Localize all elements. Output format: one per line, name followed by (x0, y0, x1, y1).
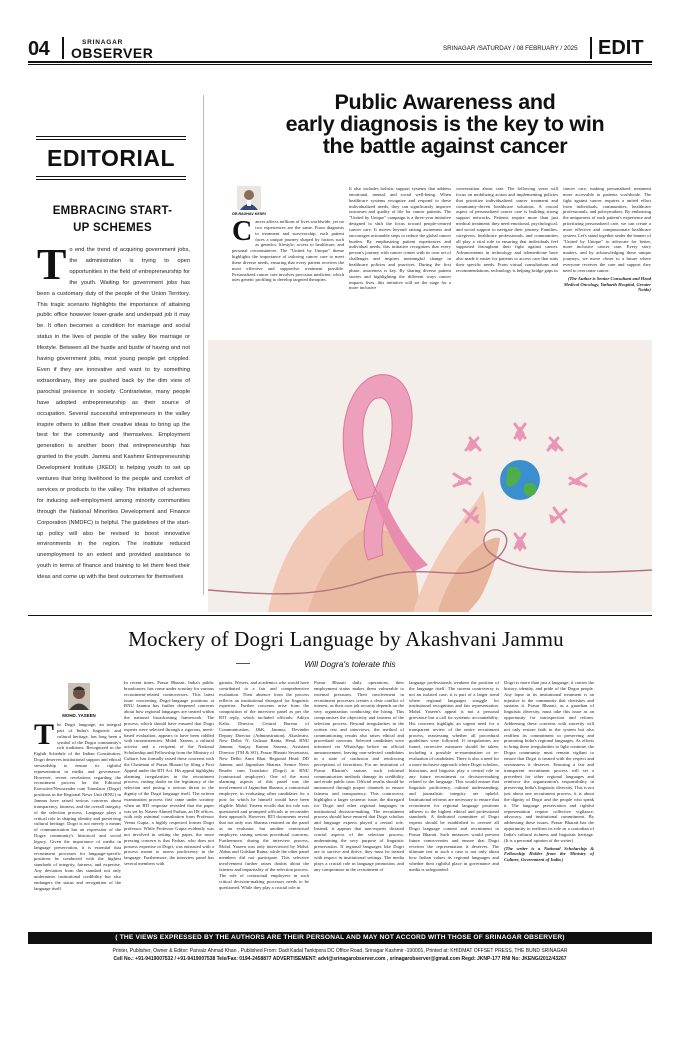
cancer-illustration (208, 340, 652, 612)
dogri-col-6 (504, 680, 594, 927)
dogri-col-4 (314, 680, 404, 927)
section-rule (28, 615, 652, 616)
editorial-box (28, 95, 197, 133)
dogri-col-4-text: Prasar Bharati daily operations, their employment status makes them vulnerable to external pressures. Their involvement in recruitment processes creates a clear conflict of interest, as their own job security depends on the very organization conducting the hiring. This compromises the objectivity and fairness of the selection process. Beyond irregularities in the written test and interviews, the method of communicating results also raises ethical and procedural concerns. Selected candidates were informed via WhatsApp before an official announcement, leaving non-selected candidates in a state of confusion and reinforcing perceptions of favoritism. For an institution of Prasar Bharati's stature, such informal communication methods damage its credibility and erode public trust. Official results should be announced through proper channels to ensure fairness and transparency. This controversy highlights a larger systemic issue, the disregard for Dogri and other regional languages in institutional decision-making. The recruitment process should have ensured that Dogri scholars and language experts played a central role. Instead, it appears that non-experts dictated crucial aspects of the selection process, undermining the very purpose of linguistic preservation. If regional languages like Dogri are to survive and thrive, they must be treated with respect in institutional settings. The media plays a crucial role in language promotion, and any compromise in the recruitment of (314, 680, 404, 872)
section-divider (590, 37, 592, 59)
dogri-col-1-text: he Dogri language, an integral part of India's linguistic and cultural heritage, has long been a symbol of the Dogra community's rich traditions. Recognized in the Eighth Schedule of the Indian Constitution, Dogri deserves institutional support and ethical stewardship to ensure its rightful representation in media and governance. However, recent revelations regarding the recruitment process for the Editorial Executive/Newsreader cum Translator (Dogri) positions in the Regional News Unit (RNU) in Jammu have raised serious concerns about transparency, fairness, and the overall integrity of the selection process. Language plays a critical role in shaping identity and preserving cultural heritage. Dogri is not merely a means of communication but an expression of the Dogra community's historical and social legacy. Given the importance of media in language preservation, it is essential that recruitment processes for language-specific positions be conducted with the highest standards of integrity, fairness, and expertise. Any deviation from this standard not only undermines institutional credibility but also endangers the status and recognition of the language itself. (34, 722, 121, 891)
cancer-dropcap: C (232, 219, 253, 247)
cancer-col-1 (232, 219, 344, 337)
dogri-col-5 (409, 680, 499, 927)
dogri-col-3-text: gations. Writers, and academics who would have contributed to a fair and comprehensive evaluation. Their absence from the process reflects an institutional disregard for linguistic expertise. Further concerns arise from the composition of the interview panel as per the RTI reply, which included officials: Aditya Kalia, Director, Central Bureau of Communication, J&K, Jammu; Devinder Deputy Director (Administration), Akashvani, New Delhi; N. Gulzaar Raina, Head, RNU Jammu; Sanjay Kumar Saxena, Assistant Director (TM & SO), Prasar Bharati Secretariat, New Delhi; Amit Bhat, Regional Head, DD Jammu; and Jagmohan Sharma, Senior News Reader cum Translator (Dogri) at RNU (contractual employee). One of the most alarming aspects of this panel was the involvement of Jagmohan Sharma, a contractual employee, in evaluating other candidates for a post for which he himself would have been eligible. Mohd. Yaseen recalls that his role was questioned and prompted officials to reconsider their approach. However, RTI documents reveal that not only was Sharma retained on the panel as an evaluator, but another contractual employee, raising serious procedural concerns. Furthermore, during the interview process, Mohd. Yaseen was only interviewed by Mohd. Abbas and Gulshan Raina, while the other panel members did not participate. This selective involvement further raises doubts about the fairness and impartiality of the selection process. The role of contractual employees in such critical decision-making processes needs to be questioned. While they play a crucial role in (219, 680, 309, 890)
cancer-col-4-text: cancer care, making personalized treatment more accessible to patients worldwide. The fight against cancer requires a united effort from individuals, communities, healthcare professionals, and policymakers. By embracing the uniqueness of each patient's experience and prioritizing personalized care, we can create a more effective and compassionate healthcare system. Let's stand together under the banner of "United by Unique" to advocate for better, more inclusive cancer care. Every story matters, and by acknowledging these unique journeys, we move closer to a future where everyone receives the care and support they need to overcome cancer. (563, 186, 651, 273)
cancer-col-4 (563, 186, 651, 337)
editorial-dropcap: T (37, 245, 67, 289)
editorial-label-rule (36, 136, 186, 137)
dateline: SRINAGAR /SATURDAY / 08 FEBRUARY / 2025 (443, 45, 578, 52)
editorial-title: EMBRACING START-UP SCHEMES (52, 205, 173, 234)
cancer-headline-line-3: the battle against cancer (322, 134, 568, 158)
dogri-col-2 (124, 680, 214, 927)
cancer-author-note: (The Author is Senior Consultant and Head Medical Oncology, Yatharth Hospital, Greater Noida) (563, 275, 651, 293)
dogri-col-6-text: Dogri is more than just a language; it carries the history, identity, and pride of the Dogra people. Any lapse in its institutional treatment is an injustice to the community that cherishes and sustains it. Prasar Bharati, as a guardian of linguistic diversity, must take this issue as an opportunity for introspection and reform. Addressing these concerns with sincerity will not only restore faith in the system but also reaffirm its commitment to preserving and promoting India's regional languages. As efforts to bring these irregularities to light continue, the Dogra community must remain vigilant to ensure that Dogri is treated with the respect and seriousness it deserves. Ensuring a fair and transparent recruitment process will set a precedent for other regional languages and reinforce the organization's responsibility in preserving India's linguistic diversity. This is not just about one recruitment process, it is about the dignity of Dogri and the people who speak it. The language preservation and rightful representation require collective vigilance, advocacy, and institutional commitment. By addressing these issues, Prasar Bharati has the opportunity to reaffirm its role as a custodian of India's cultural richness and linguistic heritage. (It is a personal opinion of the writer) (504, 680, 594, 843)
dogri-col-3 (219, 680, 309, 927)
dogri-col-1 (34, 722, 121, 927)
imprint-line-2: Cell No.: +91-9419007532 / +91-9419007538 Tele/Fax: 0194-2458877 ADVERTISEMENT: advt@srinagarobserver.com , srinagarobserver@gmail.com Regd: JKNP-177 RNI No: JKENG/2012/43267 (113, 956, 567, 962)
dogri-author-photo (68, 683, 90, 710)
dogri-author-name: MOHD. YASEEN (62, 713, 96, 718)
cancer-headline-line-2: early diagnosis is the key to win (285, 112, 605, 136)
cancer-headline-line-1: Public Awareness and (334, 90, 556, 114)
dogri-col-2-text: In recent times, Prasar Bharati, India's public broadcaster, has come under scrutiny for various recruitment-related controversies. This latest issue concerning Dogri-language positions at RNU Jammu has further deepened concerns about how regional languages are treated within the national broadcasting framework. The process, which should have ensured that Dogri experts were selected through a rigorous, merit-based evaluation, appears to have been riddled with inconsistencies. Mohd. Yaseen, a cultural activist and a recipient of the National Scholarship and Fellowship from the Ministry of Culture, has formally raised these concerns with the Chairman of Prasar Bharati by filing a First Appeal under the RTI Act. His appeal highlights alarming irregularities in the recruitment process, casting doubt on the legitimacy of the selection and posing a serious threat to the dignity of the Dogri language itself. The written examination process first came under scrutiny when an RTI response revealed that the paper was set by Naseer Ahmed Farhan, an IIS officer, with only minimal consultation from Professor Veena Gupta, a highly respected former Dogri professor. While Professor Gupta evidently was not involved in setting the paper, the more pressing concern is that Farhan, who does not possess expertise in Dogri, was entrusted with a process meant to assess proficiency in the language. Furthermore, the interview panel has several members with (124, 680, 214, 867)
header-rule-thin (28, 64, 652, 65)
cancer-col-3-text: conversation about care. The following years will focus on mobilizing action and implementing policies that prioritize individualized cancer treatment and community-driven healthcare solutions. A crucial aspect of personalized cancer care is building strong support networks. Patients require more than just medical treatment; they need emotional, psychological, and social support to navigate their journey. Families, caregivers, healthcare professionals, and communities all play a vital role in ensuring that individuals feel supported throughout their fight against cancer. Advancements in technology and telemedicine have also made it easier for patients to access care that suits their specific needs. From virtual consultations and recommendations, technology is helping bridge gaps in (456, 186, 558, 273)
editorial-label: EDITORIAL (46, 145, 176, 171)
editorial-body (37, 245, 190, 590)
author-avatar-icon (68, 683, 90, 710)
editorial-body-text: o end the trend of acquiring government jobs, the administration is trying to open opportunities in the field of entrepreneurship for the youth. Waiting for government jobs has been a customary duty of the people of the Union Territory. This tragic scenario highlights the importance of attaining public office however lower-grade and underpaid job it may be. It often becomes a condition for marriage and social status in the lives of people of the valley like marriage or lifestyle. Between all the hustle and bustle of having and not having government jobs, most young people get crippled. Even if they are innovative and want to try something extraordinary, they are pushed back by the dim view of parochial presence in society. Contrariwise, many people have adopted entrepreneurship as their source of occupation. Several successful entrepreneurs in the valley inspire others to utilise their creative ideas to bring up the best for the community and themselves. Employment generation is another boon that entrepreneurship has granted to the youth. Jammu and Kashmir Entrepreneurship Development Institute (JKEDI) is helping youth to set up ventures that bring livelihood to the people and comfort of services or products to the valley. The initiative of schemes for inducing self-employment among minority communities through the National Minorities Development and Finance Corporation (NMDFC) is helpful. The guidelines of the start-up policy will also be revised to boost innovative environments in the region. The institute reduced unemployment to an extent and provided assistance to youth in terms of finance and training to let them feed their ideas and come up with the best outcomes for themselves (37, 247, 190, 581)
page-number-divider (62, 37, 64, 59)
page-number: 04 (28, 38, 50, 60)
editorial-label-rule-2 (36, 139, 186, 140)
editorial-label-rule-4 (36, 179, 186, 180)
cancer-headline (240, 91, 650, 157)
cancer-col-3 (456, 186, 558, 337)
masthead-top: SRINAGAR (82, 39, 124, 46)
section-label: EDIT (598, 37, 644, 59)
awareness-ribbon-illustration (208, 340, 652, 612)
disclaimer-bar: ( THE VIEWS EXPRESSED BY THE AUTHORS ARE THEIR PERSONAL AND MAY NOT ACCORD WITH THOSE OF SRINAGAR OBSERVER) (28, 932, 652, 944)
author-avatar-icon (237, 186, 261, 210)
cancer-author-name: DR.RAGHAV KESRI (232, 212, 266, 216)
cancer-col-2-text: It also includes holistic support systems that address emotional, mental, and social well-being. When healthcare systems recognize and respond to these individualized needs, they can significantly improve outcomes and quality of life for cancer patients. The "United by Unique" campaign is a three-year initiative designed to shift the focus toward people-centred cancer care. It moves beyond raising awareness and encourages actionable steps to reduce the global cancer burden. By emphasizing patient experiences and individual needs, this initiative recognizes that every person's journey with cancer comes with its own set of challenges and inspires meaningful change in healthcare policies and practices. During the first phase, awareness is key. By sharing diverse patient stories and highlighting the different ways cancer impacts lives, this initiative will set the stage for a more inclusive (349, 186, 451, 291)
dogri-author-note: (The writer is a National Scholarship & Fellowship Holder from the Ministry of Culture, Government of India.) (504, 845, 594, 863)
header-rule (28, 61, 652, 63)
editorial-label-rule-3 (36, 176, 186, 177)
cancer-col-2 (349, 186, 451, 337)
dogri-dropcap: T (34, 722, 55, 751)
dogri-headline: Mockery of Dogri Language by Akashvani Jammu (128, 627, 564, 651)
dogri-subhead-rule-left (236, 663, 250, 664)
dogri-col-5-text: language professionals weakens the position of the language itself. The current controversy is not an isolated case; it is part of a larger trend where regional languages struggle for institutional recognition and fair representation. Mohd. Yaseen's appeal is not a personal grievance but a call for systemic accountability. His concerns highlight an urgent need for a transparent review of the entire recruitment process, reassessing whether all procedural guidelines were followed. If irregularities are found, corrective measures should be taken, including a possible re-examination or re-evaluation of candidates. There is also a need for a more inclusive approach where Dogri scholars, historians, and linguists play a central role in any future recruitment or decision-making related to the language. This would ensure that linguistic proficiency, cultural understanding, and journalistic integrity are upheld. Institutional reforms are necessary to ensure that recruitment for regional language positions adheres to the highest ethical and professional standards. A dedicated committee of Dogri experts should be established to oversee all Dogri language content and recruitment in Prasar Bharati. Such measures would prevent future controversies and ensure that Dogri receives the representation it deserves. The ultimate test in such a case is not only about how Indian values its regional languages and whether their rightful place in governance and media is safeguarded. (409, 680, 499, 872)
imprint-line-1: Printer, Publisher, Owner & Editor: Parvaiz Ahmad Khan , Published From: Dadi Kadal Tankipora DC Office Road, Srinagar Kashmir -190001, Printed at: KHIDMAT OFFSET PRESS, THE BUND SRINAGAR (112, 948, 568, 954)
masthead: OBSERVER (71, 45, 154, 61)
editorial-column-rule (203, 95, 204, 595)
cancer-col-1-text: ancer affects millions of lives worldwide, yet no two experiences are the same. From diagnosis to treatment and survivorship, each patient faces a unique journey shaped by factors such as genetics, lifestyle, access to healthcare, and personal circumstances. The "United by Unique" theme highlights the importance of tailoring cancer care to meet these diverse needs, ensuring that every patient receives the most effective and supportive treatment possible. Personalized cancer care involves precision medicine, which uses genetic profiling to develop targeted therapies. (232, 219, 344, 283)
dogri-subhead: Will Dogra's tolerate this (304, 659, 396, 669)
cancer-author-photo (237, 186, 261, 210)
